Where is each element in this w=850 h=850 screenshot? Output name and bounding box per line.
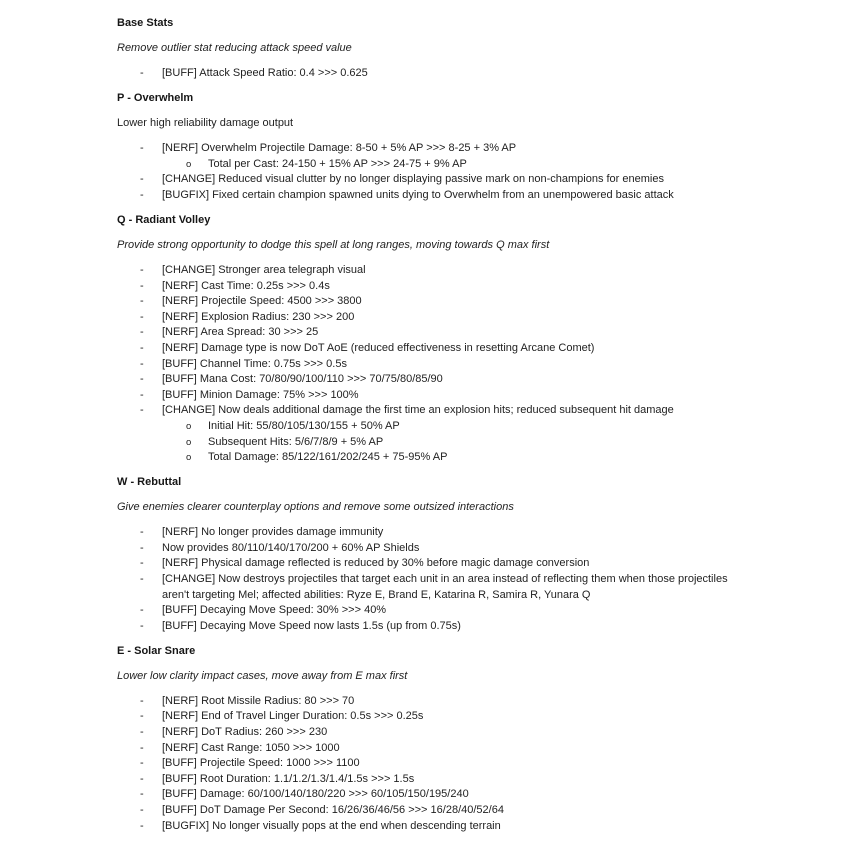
change-item-text: [CHANGE] Stronger area telegraph visual (162, 263, 366, 276)
change-item (117, 141, 735, 157)
change-item-text: [NERF] Damage type is now DoT AoE (reduced effectiveness in resetting Arcane Comet) (162, 341, 595, 354)
bullet-dash-marker: - (140, 741, 144, 754)
change-item-text: [BUGFIX] No longer visually pops at the end when descending terrain (162, 819, 501, 832)
bullet-dash-marker: - (140, 757, 144, 770)
change-item (117, 357, 735, 373)
section-heading: P - Overwhelm (117, 92, 194, 105)
change-item (117, 450, 735, 466)
change-list (117, 525, 735, 634)
patch-notes-content (117, 16, 735, 844)
change-item-text: [NERF] End of Travel Linger Duration: 0.5s >>> 0.25s (162, 710, 424, 723)
change-item-text: [NERF] Overwhelm Projectile Damage: 8-50 + 5% AP >>> 8-25 + 3% AP (162, 142, 517, 155)
change-item (117, 419, 735, 435)
bullet-dash-marker: - (140, 142, 144, 155)
change-item-text: [BUFF] Damage: 60/100/140/180/220 >>> 60/105/150/195/240 (162, 788, 469, 801)
section-heading: W - Rebuttal (117, 476, 182, 489)
bullet-dash-marker: - (140, 357, 144, 370)
bullet-circle-marker: o (186, 436, 192, 448)
change-item-text: Total Damage: 85/122/161/202/245 + 75-95% AP (208, 451, 448, 464)
change-item (117, 541, 735, 557)
change-item-text: [NERF] Cast Time: 0.25s >>> 0.4s (162, 279, 330, 292)
bullet-dash-marker: - (140, 694, 144, 707)
section-p-overwhelm (117, 91, 735, 203)
section-q-radiant-volley (117, 213, 735, 466)
change-item (117, 725, 735, 741)
bullet-dash-marker: - (140, 373, 144, 386)
bullet-dash-marker: - (140, 67, 144, 79)
change-item-text: [BUFF] Channel Time: 0.75s >>> 0.5s (162, 357, 347, 370)
change-list (117, 263, 735, 466)
bullet-dash-marker: - (140, 341, 144, 354)
change-item (117, 372, 735, 388)
change-item-text: [NERF] Projectile Speed: 4500 >>> 3800 (162, 295, 362, 308)
bullet-dash-marker: - (140, 819, 144, 832)
section-subtitle: Give enemies clearer counterplay options and remove some outsized interactions (117, 501, 514, 514)
change-item-text: [NERF] DoT Radius: 260 >>> 230 (162, 726, 328, 739)
change-item (117, 694, 735, 710)
section-heading: Base Stats (117, 17, 174, 29)
change-item-text: [BUFF] Root Duration: 1.1/1.2/1.3/1.4/1.5s >>> 1.5s (162, 772, 415, 785)
bullet-dash-marker: - (140, 572, 144, 585)
section-heading: Q - Radiant Volley (117, 213, 211, 226)
change-item (117, 619, 735, 635)
bullet-dash-marker: - (140, 173, 144, 186)
section-base-stats (117, 16, 735, 82)
change-item-text: [CHANGE] Reduced visual clutter by no longer displaying passive mark on non-champions for enemies (162, 173, 664, 186)
bullet-dash-marker: - (140, 788, 144, 801)
bullet-dash-marker: - (140, 710, 144, 723)
change-item-text: [BUGFIX] Fixed certain champion spawned units dying to Overwhelm from an unempowered basic attack (162, 188, 674, 201)
change-item-text: [NERF] Explosion Radius: 230 >>> 200 (162, 310, 355, 323)
change-item (117, 172, 735, 188)
change-item (117, 403, 735, 419)
change-item-text: Subsequent Hits: 5/6/7/8/9 + 5% AP (208, 435, 384, 448)
change-item-text: [NERF] No longer provides damage immunity (162, 526, 384, 539)
change-list (117, 694, 735, 834)
change-item (117, 279, 735, 295)
bullet-dash-marker: - (140, 310, 144, 323)
bullet-dash-marker: - (140, 295, 144, 308)
change-item (117, 819, 735, 835)
change-item (117, 325, 735, 341)
change-item-text: [NERF] Area Spread: 30 >>> 25 (162, 326, 319, 339)
bullet-dash-marker: - (140, 188, 144, 201)
change-item (117, 803, 735, 819)
change-item (117, 435, 735, 451)
change-item-text: [NERF] Root Missile Radius: 80 >>> 70 (162, 694, 355, 707)
change-item-text: [BUFF] Decaying Move Speed now lasts 1.5s (up from 0.75s) (162, 619, 461, 632)
bullet-dash-marker: - (140, 541, 144, 554)
section-subtitle: Lower low clarity impact cases, move away from E max first (117, 669, 408, 682)
change-item (117, 157, 735, 173)
change-item (117, 263, 735, 279)
change-item (117, 756, 735, 772)
change-item-text: [NERF] Physical damage reflected is reduced by 30% before magic damage conversion (162, 557, 590, 570)
bullet-dash-marker: - (140, 279, 144, 292)
bullet-dash-marker: - (140, 804, 144, 816)
bullet-dash-marker: - (140, 772, 144, 785)
change-item-text: [BUFF] Minion Damage: 75% >>> 100% (162, 388, 359, 401)
section-heading: E - Solar Snare (117, 644, 196, 657)
change-item (117, 388, 735, 404)
change-item (117, 741, 735, 757)
bullet-dash-marker: - (140, 557, 144, 570)
change-item-text: [CHANGE] Now destroys projectiles that target each unit in an area instead of reflecting them when those projectiles aren't targeting Mel; affected abilities: Ryze E, Brand E, Katarina R, Samira R, Yunara Q (162, 572, 728, 601)
bullet-dash-marker: - (140, 526, 144, 539)
change-item (117, 787, 735, 803)
change-item-text: Now provides 80/110/140/170/200 + 60% AP Shields (162, 541, 420, 554)
change-item (117, 188, 735, 204)
change-item-text: [CHANGE] Now deals additional damage the first time an explosion hits; reduced subsequent hit damage (162, 404, 674, 417)
change-item (117, 556, 735, 572)
change-item (117, 772, 735, 788)
change-list (117, 66, 735, 82)
change-item (117, 525, 735, 541)
change-item-text: Initial Hit: 55/80/105/130/155 + 50% AP (208, 419, 400, 432)
change-item-text: [BUFF] Mana Cost: 70/80/90/100/110 >>> 70/75/80/85/90 (162, 373, 443, 386)
change-item-text: [BUFF] Decaying Move Speed: 30% >>> 40% (162, 604, 387, 617)
change-item (117, 603, 735, 619)
change-item-text: Total per Cast: 24-150 + 15% AP >>> 24-75 + 9% AP (208, 157, 467, 170)
bullet-dash-marker: - (140, 326, 144, 339)
bullet-dash-marker: - (140, 726, 144, 739)
change-list (117, 141, 735, 203)
bullet-dash-marker: - (140, 263, 144, 276)
bullet-circle-marker: o (186, 158, 192, 170)
change-item (117, 310, 735, 326)
bullet-dash-marker: - (140, 619, 144, 632)
bullet-circle-marker: o (186, 420, 192, 432)
section-subtitle: Lower high reliability damage output (117, 117, 294, 130)
change-item-text: [NERF] Cast Range: 1050 >>> 1000 (162, 741, 340, 754)
section-e-solar-snare (117, 644, 735, 834)
section-subtitle: Remove outlier stat reducing attack speed value (117, 42, 352, 54)
bullet-circle-marker: o (186, 452, 192, 464)
change-item (117, 66, 735, 82)
bullet-dash-marker: - (140, 388, 144, 401)
section-subtitle: Provide strong opportunity to dodge this spell at long ranges, moving towards Q max first (117, 238, 550, 251)
change-item (117, 294, 735, 310)
change-item (117, 341, 735, 357)
change-item-text: [BUFF] Attack Speed Ratio: 0.4 >>> 0.625 (162, 67, 368, 79)
change-item (117, 709, 735, 725)
change-item-text: [BUFF] DoT Damage Per Second: 16/26/36/46/56 >>> 16/28/40/52/64 (162, 804, 504, 816)
change-item-text: [BUFF] Projectile Speed: 1000 >>> 1100 (162, 757, 360, 770)
bullet-dash-marker: - (140, 404, 144, 417)
section-w-rebuttal (117, 475, 735, 634)
change-item (117, 572, 735, 603)
bullet-dash-marker: - (140, 604, 144, 617)
